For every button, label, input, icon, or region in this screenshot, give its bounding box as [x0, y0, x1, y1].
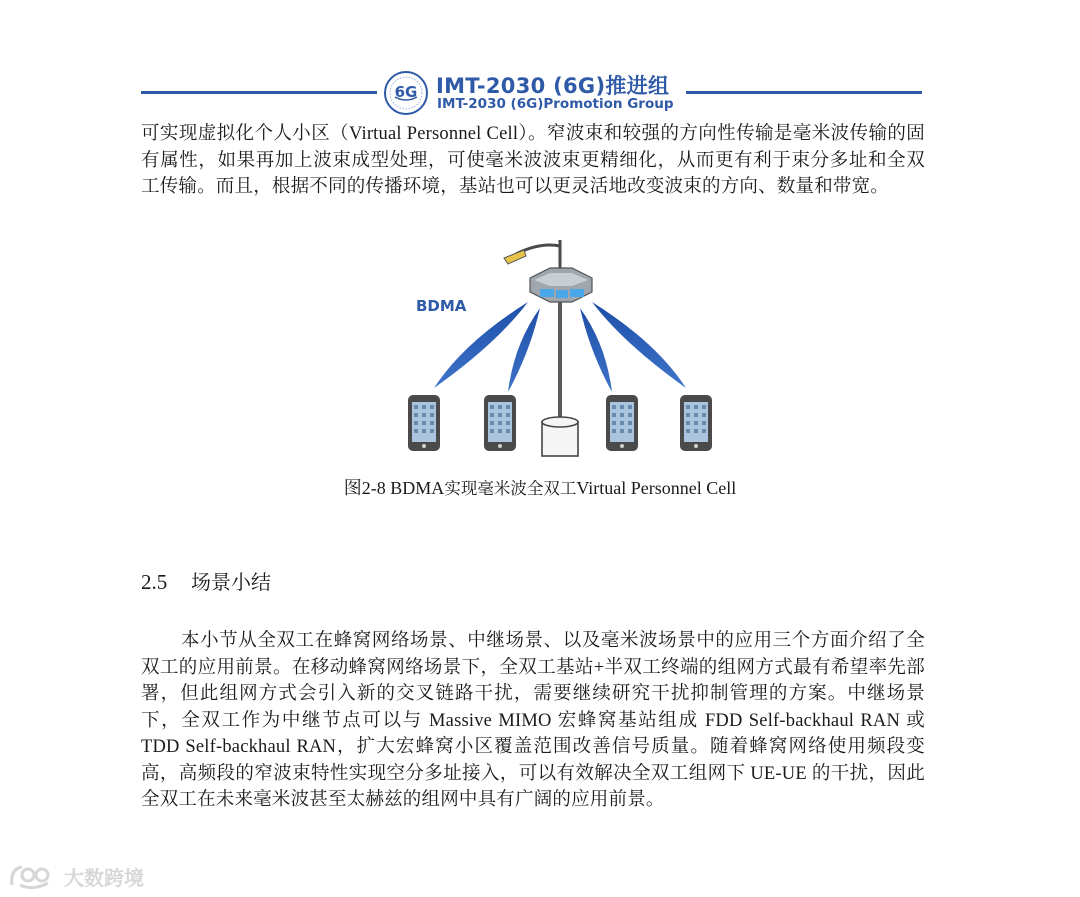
pole-base [542, 417, 578, 456]
smartphone-icon [408, 395, 440, 451]
figure-caption [0, 474, 1080, 500]
caption-chinese: 实现毫米波全双工 [444, 479, 577, 498]
header-subtitle: IMT-2030 (6G)Promotion Group [437, 96, 674, 112]
section-heading [141, 566, 271, 595]
bdma-illustration [400, 232, 720, 464]
section-title: 场景小结 [191, 570, 271, 594]
caption-english: Virtual Personnel Cell [576, 478, 737, 498]
section-number: 2.5 [141, 570, 168, 594]
imt-2030-logo-icon [383, 70, 429, 116]
smartphone-icon [484, 395, 516, 451]
header-rule-right [686, 91, 922, 94]
watermark-text: 大数跨境 [64, 865, 144, 890]
caption-number: 图2-8 BDMA [343, 478, 445, 498]
smartphone-icon [606, 395, 638, 451]
bdma-figure [400, 232, 720, 464]
smartphone-icon [680, 395, 712, 451]
watermark-logo-icon [8, 861, 58, 891]
logo-6g-text: 6G [394, 83, 418, 101]
base-station-icon [530, 268, 592, 302]
page-header [0, 64, 1080, 116]
header-title: IMT-2030 (6G)推进组 [436, 74, 670, 98]
bdma-label: BDMA [416, 297, 467, 315]
summary-paragraph: 本小节从全双工在蜂窝网络场景、中继场景、以及毫米波场景中的应用三个方面介绍了全双工的应用前景。在移动蜂窝网络场景下，全双工基站+半双工终端的组网方式最有希望率先部署，但此组网方式会引入新的交叉链路干扰，需要继续研究干扰抑制管理的方案。中继场景下，全双工作为中继节点可以与 Massive MIMO 宏蜂窝基站组成 FDD Self-backhaul RAN 或 TDD Self-backhaul RAN，扩大宏蜂窝小区覆盖范围改善信号质量。随着蜂窝网络使用频段变高，高频段的窄波束特性实现空分多址接入，可以有效解决全双工组网下 UE-UE 的干扰，因此全双工在未来毫米波甚至太赫兹的组网中具有广阔的应用前景。 [141, 631, 925, 810]
header-rule-left [141, 91, 377, 94]
watermark [8, 858, 144, 894]
intro-paragraph: 可实现虚拟化个人小区（Virtual Personnel Cell）。窄波束和较强的方向性传输是毫米波传输的固有属性，如果再加上波束成型处理，可使毫米波波束更精细化，从而更有利于束分多址和全双工传输。而且，根据不同的传播环境，基站也可以更灵活地改变波束的方向、数量和带宽。 [141, 124, 925, 197]
